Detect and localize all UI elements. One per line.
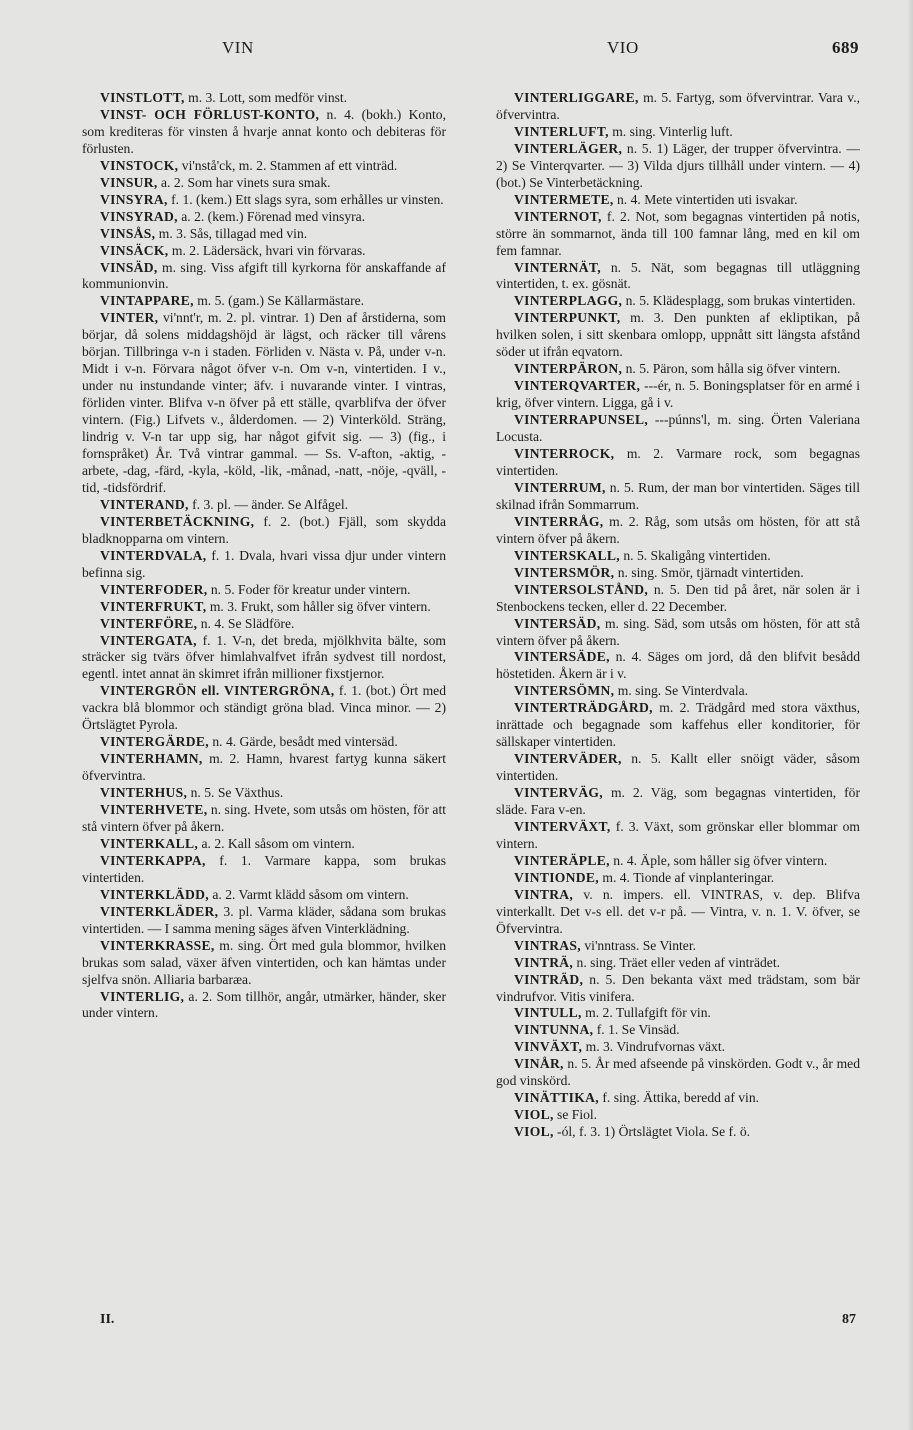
dictionary-entry <box>82 938 446 989</box>
dictionary-entry <box>82 802 446 836</box>
entry-definition: n. 4. Säges om jord, då den blifvit besådd höstetiden. Åkern är i v. <box>496 649 860 682</box>
dictionary-entry <box>82 633 446 684</box>
dictionary-entry <box>82 836 446 853</box>
entry-headword: VINTERKALL, <box>100 835 199 851</box>
dictionary-entry <box>82 904 446 938</box>
entry-definition: n. 4. (bokh.) Konto, som krediteras för vinsten å hvarje annat konto och debiteras för förlusten. <box>82 106 446 156</box>
dictionary-entry <box>496 1039 860 1056</box>
dictionary-entry <box>496 649 860 683</box>
dictionary-entry <box>82 751 446 785</box>
entry-definition: f. 2. (bot.) Fjäll, som skydda bladknopparna om vintern. <box>82 513 446 546</box>
entry-headword: VINTRAS, <box>514 937 581 953</box>
entry-definition: m. 3. Lott, som medför vinst. <box>184 90 348 105</box>
page-edge-shadow <box>907 0 913 1430</box>
entry-definition: n. 5. Rum, der man bor vintertiden. Säges till skilnad ifrån Sommarrum. <box>496 479 860 512</box>
guide-word-right: VIO <box>607 38 639 57</box>
dictionary-entry <box>496 1005 860 1022</box>
dictionary-entry <box>496 700 860 751</box>
dictionary-entry <box>82 192 446 209</box>
entry-definition: a. 2. Som tillhör, angår, utmärker, händer, sker under vintern. <box>82 988 446 1021</box>
entry-headword: VINTERÄPLE, <box>514 852 610 868</box>
entry-definition: n. sing. Hvete, som utsås om hösten, för att stå vintern öfver på åkern. <box>82 802 446 834</box>
entry-definition: n. 4. Gärde, besådt med vintersäd. <box>208 734 398 750</box>
entry-headword: VINÅR, <box>514 1056 564 1072</box>
entry-definition: -ól, f. 3. 1) Örtslägtet Viola. Se f. ö. <box>553 1124 751 1140</box>
entry-headword: VINTERSÄD, <box>514 615 601 631</box>
entry-definition: n. 5. Den bekanta växt med trädstam, som bär vindrufvor. Vitis vinifera. <box>496 971 860 1004</box>
dictionary-entry <box>496 446 860 480</box>
entry-headword: VINST- OCH FÖRLUST-KONTO, <box>100 106 320 122</box>
entry-headword: VINTERAND, <box>100 496 189 512</box>
entry-definition: n. 5. Päron, som hålla sig öfver vintern. <box>622 361 841 377</box>
dictionary-entry <box>496 751 860 785</box>
entry-headword: VINTUNNA, <box>514 1022 594 1038</box>
dictionary-entry <box>496 955 860 972</box>
dictionary-entry <box>82 785 446 802</box>
left-column <box>82 90 446 1022</box>
entry-definition: m. sing. Säd, som utsås om hösten, för att stå vintern öfver på åkern. <box>496 615 860 648</box>
entry-definition: m. 4. Tionde af vinplanteringar. <box>598 869 775 885</box>
entry-definition: vi'nntrass. Se Vinter. <box>580 937 697 953</box>
entry-headword: VINSYRA, <box>100 191 168 207</box>
entry-headword: VINTERLUFT, <box>514 123 609 139</box>
entry-definition: m. 2. Trädgård med stora växthus, inrättade och begagnade som kaffehus eller konditorier, för sällskaper vintertiden. <box>496 700 860 750</box>
right-column <box>496 90 860 1141</box>
entry-definition: n. 5. År med afseende på vinskörden. Godt v., år med god vinskörd. <box>496 1056 860 1089</box>
dictionary-entry <box>496 514 860 548</box>
dictionary-entry <box>496 972 860 1006</box>
entry-definition: n. 5. Den tid på året, när solen är i Stenbockens tecken, eller d. 22 December. <box>496 581 860 614</box>
dictionary-entry <box>496 853 860 870</box>
guide-word-left: VIN <box>222 38 254 57</box>
dictionary-entry <box>82 599 446 616</box>
dictionary-entry <box>496 361 860 378</box>
dictionary-entry <box>496 124 860 141</box>
entry-headword: VINTERHUS, <box>100 785 188 801</box>
entry-definition: n. 4. Se Slädföre. <box>197 615 295 631</box>
entry-headword: VINTERQVARTER, <box>514 378 641 394</box>
entry-definition: f. 1. Varmare kappa, som brukas vintertiden. <box>82 852 446 885</box>
entry-definition: n. 5. 1) Läger, der trupper öfvervintra. — 2) Se Vinterqvarter. — 3) Vilda djurs tillhåll under vintern. — 4) (bot.) Se Vinterbetäckning. <box>496 140 860 190</box>
entry-headword: VINSYRAD, <box>100 208 178 224</box>
entry-headword: VIOL, <box>514 1107 554 1123</box>
entry-headword: VINTULL, <box>514 1005 582 1021</box>
entry-definition: n. 5. Se Växthus. <box>187 785 284 801</box>
entry-definition: n. 5. Kallt eller snöigt väder, såsom vintertiden. <box>496 751 860 784</box>
entry-headword: VINTERMETE, <box>514 191 614 207</box>
entry-headword: VINTERSÄDE, <box>514 649 610 665</box>
entry-definition: f. 3. pl. — änder. Se Alfågel. <box>188 496 349 512</box>
entry-headword: VINTERBETÄCKNING, <box>100 513 255 529</box>
entry-headword: VINTERDVALA, <box>100 547 207 563</box>
dictionary-entry <box>496 192 860 209</box>
dictionary-entry <box>496 616 860 650</box>
entry-headword: VINTERLIG, <box>100 988 185 1004</box>
dictionary-entry <box>82 293 446 310</box>
entry-headword: VINTERNOT, <box>514 208 602 224</box>
dictionary-entry <box>82 226 446 243</box>
dictionary-entry <box>82 209 446 226</box>
entry-headword: VINTERHAMN, <box>100 751 203 767</box>
entry-definition: n. 5. Nät, som begagnas till utläggning vintertiden, t. ex. gösnät. <box>496 259 860 292</box>
entry-headword: VINTERGRÖN ell. VINTERGRÖNA, <box>100 683 335 699</box>
page-number: 689 <box>832 38 859 57</box>
entry-headword: VINTERKLÄDER, <box>100 903 219 919</box>
dictionary-entry <box>496 1022 860 1039</box>
dictionary-entry <box>496 1056 860 1090</box>
entry-definition: f. 1. (bot.) Ört med vackra blå blommor och ständigt gröna blad. Vinca minor. — 2) Örtslägtet Pyrola. <box>82 683 446 733</box>
entry-definition: n. 5. Klädesplagg, som brukas vintertiden. <box>622 293 856 309</box>
dictionary-entry <box>496 260 860 294</box>
dictionary-entry <box>82 734 446 751</box>
entry-headword: VINTERKLÄDD, <box>100 886 209 902</box>
dictionary-entry <box>496 310 860 361</box>
dictionary-entry <box>496 90 860 124</box>
dictionary-entry <box>82 853 446 887</box>
dictionary-entry <box>82 616 446 633</box>
entry-headword: VINTERPUNKT, <box>514 310 621 326</box>
dictionary-entry <box>82 683 446 734</box>
entry-definition: m. 2. Råg, som utsås om hösten, för att stå vintern öfver på åkern. <box>496 513 860 546</box>
entry-headword: VINSÅS, <box>100 225 156 241</box>
dictionary-entry <box>496 887 860 938</box>
entry-definition: a. 2. Som har vinets sura smak. <box>157 174 331 190</box>
dictionary-entry <box>496 1107 860 1124</box>
entry-headword: VINTERPLAGG, <box>514 293 623 309</box>
dictionary-entry <box>496 785 860 819</box>
entry-definition: a. 2. (kem.) Förenad med vinsyra. <box>177 208 366 224</box>
entry-headword: VINTERGÄRDE, <box>100 734 209 750</box>
entry-headword: VINTERSOLSTÅND, <box>514 581 649 597</box>
entry-headword: VINTERLIGGARE, <box>514 90 639 105</box>
entry-headword: VINTERVÄDER, <box>514 751 622 767</box>
entry-headword: VINTERKAPPA, <box>100 852 206 868</box>
dictionary-entry <box>496 683 860 700</box>
dictionary-entry <box>496 1124 860 1141</box>
entry-headword: VINTERNÄT, <box>514 259 601 275</box>
dictionary-entry <box>82 158 446 175</box>
dictionary-entry <box>82 175 446 192</box>
entry-headword: VINTERKRASSE, <box>100 937 215 953</box>
entry-headword: VINTERPÄRON, <box>514 361 623 377</box>
entry-definition: m. 5. (gam.) Se Källarmästare. <box>193 293 365 309</box>
entry-definition: m. 3. Frukt, som håller sig öfver vintern. <box>206 598 431 614</box>
entry-definition: ---ér, n. 5. Boningsplatser för en armé i krig, öfver vintern. Ligga, gå i v. <box>496 378 860 411</box>
dictionary-entry <box>496 870 860 887</box>
dictionary-entry <box>82 310 446 496</box>
entry-headword: VINSUR, <box>100 174 158 190</box>
entry-definition: n. sing. Träet eller veden af vinträdet. <box>573 954 780 970</box>
dictionary-entry <box>496 565 860 582</box>
entry-headword: VINTERSÖMN, <box>514 683 615 699</box>
entry-definition: m. sing. Viss afgift till kyrkorna för anskaffande af kommunionvin. <box>82 259 446 292</box>
dictionary-entry <box>496 548 860 565</box>
entry-definition: m. 3. Den punkten af ekliptikan, på hvilken solen, i sitt skenbara omlopp, uppnått sitt längsta afstånd söder ut ifrån eqvatorn. <box>496 310 860 360</box>
dictionary-entry <box>82 887 446 904</box>
dictionary-entry <box>496 1090 860 1107</box>
entry-headword: VINTERTRÄDGÅRD, <box>514 700 653 716</box>
entry-definition: m. 2. Tullafgift för vin. <box>581 1005 711 1021</box>
entry-definition: m. 5. Fartyg, som öfvervintrar. Vara v., öfvervintra. <box>496 90 860 122</box>
entry-definition: m. 3. Sås, tillagad med vin. <box>155 225 308 241</box>
entry-definition: v. n. impers. ell. VINTRAS, v. dep. Blifva vinterkallt. Det v-s ell. det v-r på. — Vintra, v. n. 1. V. öfver, se Öfvervintra. <box>496 886 860 936</box>
dictionary-entry <box>496 378 860 412</box>
entry-definition: n. 4. Äple, som håller sig öfver vintern. <box>609 852 828 868</box>
entry-headword: VINVÄXT, <box>514 1039 583 1055</box>
entry-definition: f. 2. Not, som begagnas vintertiden på notis, större än sommarnot, ända till 100 famnar lång, med en kil om fem famnar. <box>496 208 860 258</box>
entry-headword: VINTRA, <box>514 886 574 902</box>
entry-definition: vi'nnt'r, m. 2. pl. vintrar. 1) Den af årstiderna, som börjar, då solens middagshöjd är lägst, och räcker till vårens början. Tillbringa v-n i staden. Förliden v. Nästa v. På, under v-n. Midt i v-n. Förvara något öfver v-n. Om v-n, vintertiden. I v., under nu instundande vinter; äfv. i nuvarande vinter. I vintras, förliden vinter. Blifva v-n öfver på ett ställe, qvarblifva der öfver vintern. (Fig.) Lifvets v., ålderdomen. — 2) Vinterköld. Sträng, lindrig v. V-n tar upp sig, har något gifvit sig. — 3) (fig., i fornspråket) År. Två vintrar gammal. — Ss. V-afton, -aktig, -arbete, -dag, -färd, -kyla, -köld, -lik, -månad, -natt, -nöje, -qväll, -tid, -tidsfördrif. <box>82 310 446 495</box>
entry-headword: VINTERLÄGER, <box>514 140 623 156</box>
dictionary-entry <box>82 260 446 294</box>
entry-headword: VINTERVÄG, <box>514 785 604 801</box>
entry-definition: n. 4. Mete vintertiden uti isvakar. <box>613 191 798 207</box>
entry-headword: VINTERSKALL, <box>514 547 620 563</box>
entry-definition: m. sing. Vinterlig luft. <box>608 123 733 139</box>
dictionary-entry <box>82 514 446 548</box>
entry-definition: f. sing. Ättika, beredd af vin. <box>598 1090 760 1106</box>
entry-headword: VINSTLOTT, <box>100 90 185 105</box>
entry-headword: VIOL, <box>514 1124 554 1140</box>
entry-definition: se Fiol. <box>553 1107 598 1123</box>
dictionary-entry <box>82 243 446 260</box>
entry-definition: m. 2. Lädersäck, hvari vin förvaras. <box>168 242 366 258</box>
entry-definition: f. 3. Växt, som grönskar eller blommar om vintern. <box>496 818 860 851</box>
entry-definition: n. 5. Skaligång vintertiden. <box>619 547 771 563</box>
entry-headword: VINTIONDE, <box>514 869 599 885</box>
entry-headword: VINTAPPARE, <box>100 293 194 309</box>
entry-definition: m. 3. Vindrufvornas växt. <box>582 1039 726 1055</box>
dictionary-entry <box>496 412 860 446</box>
entry-definition: ---púnns'l, m. sing. Örten Valeriana Locusta. <box>496 412 860 445</box>
entry-definition: n. sing. Smör, tjärnadt vintertiden. <box>614 564 804 580</box>
entry-definition: f. 1. (kem.) Ett slags syra, som erhålles ur vinsten. <box>167 191 444 207</box>
dictionary-entry <box>496 293 860 310</box>
signature-mark-left: II. <box>100 1312 115 1327</box>
entry-definition: f. 1. Dvala, hvari vissa djur under vintern befinna sig. <box>82 547 446 580</box>
dictionary-entry <box>496 480 860 514</box>
entry-headword: VINSÄCK, <box>100 242 169 258</box>
dictionary-entry <box>496 209 860 260</box>
entry-headword: VINTERFRUKT, <box>100 598 207 614</box>
dictionary-entry <box>82 90 446 107</box>
entry-headword: VINTRÄD, <box>514 971 584 987</box>
entry-definition: f. 1. V-n, det breda, mjölkhvita bälte, som sträcker sig tvärs öfver himlahvalfvet ifrån sydvest till nordost, egentl. intet annat än skimret ifrån millioner fixstjernor. <box>82 632 446 682</box>
entry-headword: VINTRÄ, <box>514 954 574 970</box>
entry-definition: vi'nstå'ck, m. 2. Stammen af ett vinträd. <box>178 157 398 173</box>
entry-headword: VINTERRAPUNSEL, <box>514 412 649 428</box>
signature-mark-right: 87 <box>842 1312 856 1327</box>
entry-headword: VINSTOCK, <box>100 157 179 173</box>
entry-headword: VINTERGATA, <box>100 632 197 648</box>
entry-definition: a. 2. Kall såsom om vintern. <box>198 835 355 851</box>
entry-headword: VINTERHVETE, <box>100 802 208 818</box>
entry-headword: VINTERRÅG, <box>514 513 604 529</box>
entry-headword: VINTERVÄXT, <box>514 818 611 834</box>
entry-headword: VINSÄD, <box>100 259 158 275</box>
dictionary-entry <box>496 819 860 853</box>
entry-definition: 3. pl. Varma kläder, sådana som brukas vintertiden. — I samma mening säges äfven Vinterklädning. <box>82 903 446 936</box>
entry-definition: m. 2. Väg, som begagnas vintertiden, för släde. Fara v-en. <box>496 785 860 818</box>
entry-headword: VINTER, <box>100 310 159 326</box>
entry-definition: f. 1. Se Vinsäd. <box>593 1022 680 1038</box>
entry-headword: VINTERROCK, <box>514 446 615 462</box>
entry-headword: VINTERFÖRE, <box>100 615 198 631</box>
entry-definition: m. 2. Varmare rock, som begagnas vintertiden. <box>496 446 860 478</box>
dictionary-entry <box>82 497 446 514</box>
entry-definition: a. 2. Varmt klädd såsom om vintern. <box>208 886 409 902</box>
entry-headword: VINTERFODER, <box>100 581 208 597</box>
entry-headword: VINTERRUM, <box>514 479 606 495</box>
dictionary-entry <box>496 938 860 955</box>
entry-definition: n. 5. Foder för kreatur under vintern. <box>207 581 411 597</box>
dictionary-entry <box>496 141 860 192</box>
dictionary-entry <box>82 989 446 1023</box>
dictionary-entry <box>82 548 446 582</box>
entry-headword: VINÄTTIKA, <box>514 1090 599 1106</box>
entry-definition: m. 2. Hamn, hvarest fartyg kunna säkert öfvervintra. <box>82 751 446 784</box>
dictionary-entry <box>496 582 860 616</box>
dictionary-entry <box>82 107 446 158</box>
entry-definition: m. sing. Se Vinterdvala. <box>614 683 749 699</box>
dictionary-entry <box>82 582 446 599</box>
entry-definition: m. sing. Ört med gula blommor, hvilken brukas som salad, växer äfven vintertiden, och kan hämtas under sjelfva snön. Alliaria barbaræa. <box>82 937 446 987</box>
entry-headword: VINTERSMÖR, <box>514 564 615 580</box>
